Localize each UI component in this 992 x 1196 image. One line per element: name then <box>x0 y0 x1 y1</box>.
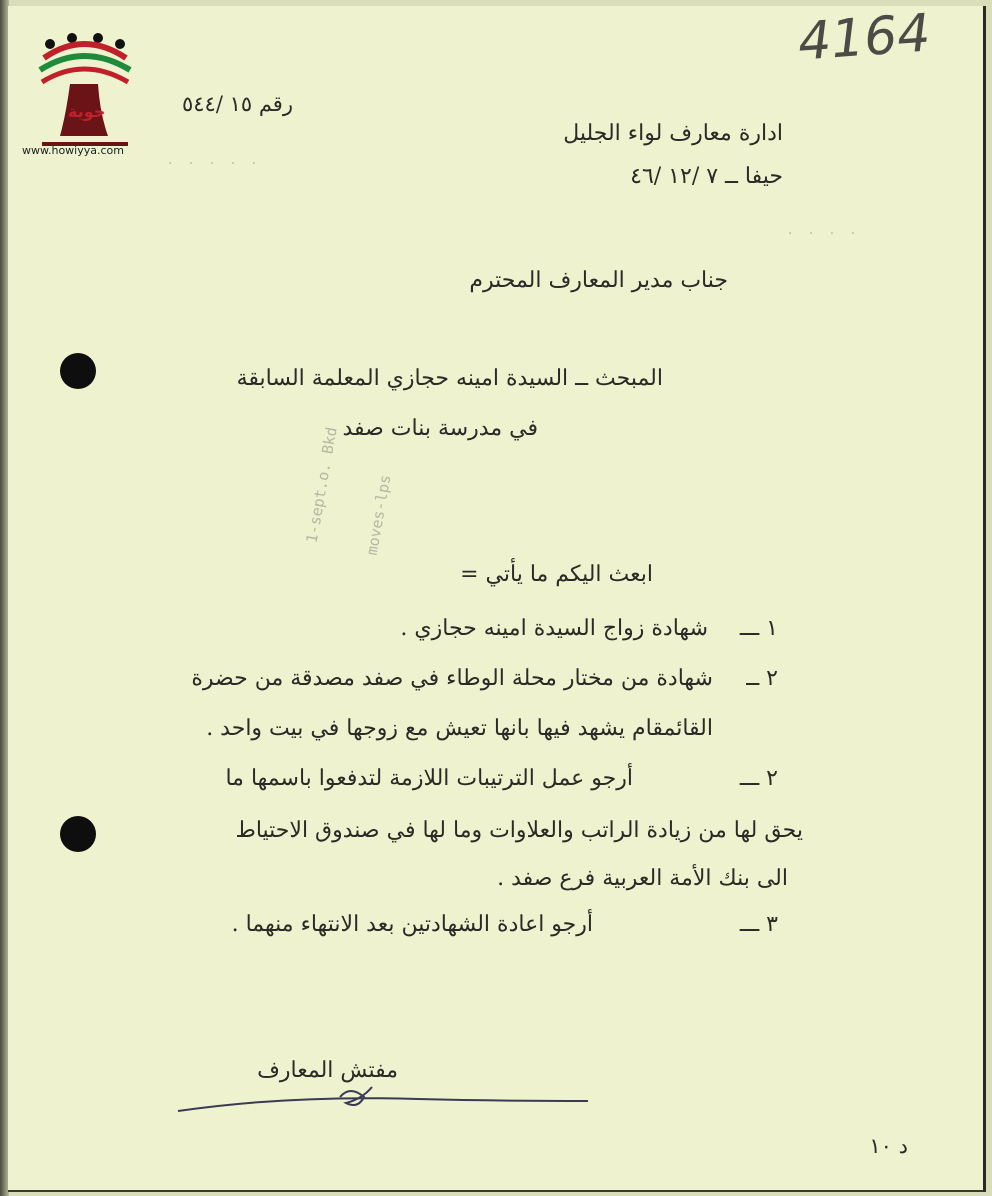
item-3-text-cont-2: الى بنك الأمة العربية فرع صفد . <box>497 866 788 891</box>
subject-line-2: في مدرسة بنات صفد <box>342 416 538 441</box>
intro-line: ابعث اليكم ما يأتي = <box>460 562 653 587</box>
item-3-text: أرجو عمل الترتيبات اللازمة لتدفعوا باسمها ما <box>225 766 633 791</box>
document-page <box>8 3 986 1192</box>
logo-arabic-name: حوية <box>68 102 106 121</box>
item-2-text: شهادة من مختار محلة الوطاء في صفد مصدقة من حضرة <box>191 666 713 691</box>
footer-code: د ١٠ <box>869 1134 908 1158</box>
archive-number: 4164 <box>796 3 933 73</box>
signature-title: مفتش المعارف <box>257 1058 398 1083</box>
item-2-number: ٢ ــ <box>746 666 778 691</box>
addressee: جناب مدير المعارف المحترم <box>469 268 728 293</box>
subject-line-1: المبحث ــ السيدة امينه حجازي المعلمة السابقة <box>236 366 663 391</box>
signature-stroke <box>168 1081 608 1131</box>
item-1-text: شهادة زواج السيدة امينه حجازي . <box>400 616 708 641</box>
department-name: ادارة معارف لواء الجليل <box>563 121 783 146</box>
howiyya-logo <box>20 24 150 164</box>
faint-stamp-mark: 1-sept.o. Bkd <box>302 425 341 545</box>
faint-dots: · · · · · <box>168 156 263 172</box>
punch-hole-bottom <box>60 816 96 852</box>
item-2-text-cont: القائمقام يشهد فيها بانها تعيش مع زوجها في بيت واحد . <box>206 716 713 741</box>
item-1-number: ١ ـــ <box>739 616 778 641</box>
logo-site-url: www.howiyya.com <box>22 144 124 157</box>
tree-logo-icon <box>20 24 150 164</box>
item-3-number: ٢ ـــ <box>739 766 778 791</box>
item-3-text-cont-1: يحق لها من زيادة الراتب والعلاوات وما لها في صندوق الاحتياط <box>235 818 803 843</box>
item-4-number: ٣ ـــ <box>739 912 778 937</box>
item-4-text: أرجو اعادة الشهادتين بعد الانتهاء منهما . <box>231 912 593 937</box>
punch-hole-top <box>60 353 96 389</box>
faint-dots-2: · · · · <box>788 226 862 242</box>
reference-number: رقم ١٥ /٥٤٤ <box>181 92 293 116</box>
faint-stamp-mark-2: moves-lps <box>362 473 395 557</box>
place-date: حيفا ــ ٧ /١٢ /٤٦ <box>630 164 783 189</box>
